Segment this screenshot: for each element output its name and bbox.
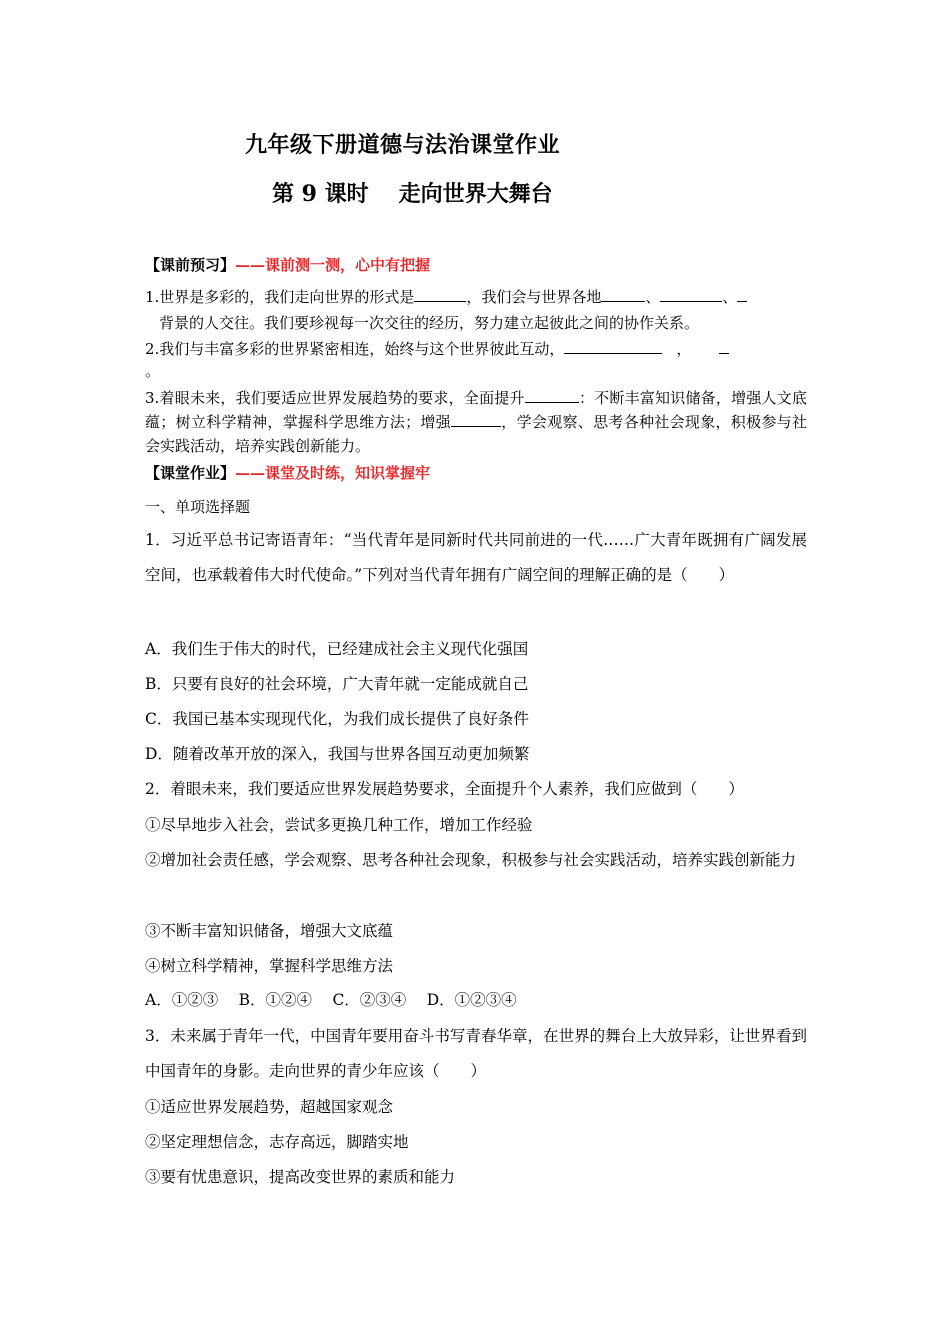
preview-motto: ——课前测一测，心中有把握 — [235, 256, 431, 274]
question-3-item-2: ②坚定理想信念，志存高远，脚踏实地 — [145, 1133, 409, 1151]
question-1-option-d[interactable]: D．随着改革开放的深入，我国与世界各国互动更加频繁 — [145, 745, 530, 763]
preview-question-2-cont: 。 — [145, 362, 161, 380]
question-1-stem: 1．习近平总书记寄语青年：“当代青年是同新时代共同前进的一代……广大青年既拥有广阔发展空间，也承载着伟大时代使命。”下列对当代青年拥有广阔空间的理解正确的是（ ） — [145, 531, 807, 584]
question-1-option-a[interactable]: A．我们生于伟大的时代，已经建成社会主义现代化强国 — [145, 640, 529, 658]
question-3-stem: 3．未来属于青年一代，中国青年要用奋斗书写青春华章，在世界的舞台上大放异彩，让世界看到中国青年的身影。走向世界的青少年应该（ ） — [145, 1027, 807, 1080]
preview-question-1-cont: 背景的人交往。我们要珍视每一次交往的经历，努力建立起彼此之间的协作关系。 — [159, 314, 700, 332]
fill-blank[interactable] — [719, 339, 729, 354]
section-title: 一、单项选择题 — [145, 498, 251, 516]
preview-question-3: 3.着眼未来，我们要适应世界发展趋势的要求，全面提升 ：不断丰富知识储备，增强人文底蕴；树立科学精神，掌握科学思维方法；增强 ，学会观察、思考各种社会现象，积极参与社会实践活动，培养实践创新能力。 — [145, 389, 807, 455]
fill-blank[interactable] — [601, 287, 645, 302]
question-3-item-1: ①适应世界发展趋势，超越国家观念 — [145, 1098, 394, 1116]
fill-blank[interactable] — [414, 287, 466, 302]
fill-blank[interactable] — [660, 287, 722, 302]
fill-blank[interactable] — [525, 388, 579, 403]
document-title: 九年级下册道德与法治课堂作业 — [245, 132, 561, 158]
fill-blank[interactable] — [564, 339, 662, 354]
preview-label: 【课前预习】 — [145, 256, 236, 274]
preview-question-1: 1.世界是多彩的，我们走向世界的形式是 ，我们会与世界各地 、 、 — [145, 285, 807, 309]
fill-blank[interactable] — [451, 412, 501, 427]
preview-heading — [145, 254, 430, 275]
question-2-item-1: ①尽早地步入社会，尝试多更换几种工作，增加工作经验 — [145, 816, 533, 834]
question-2-item-4: ④树立科学精神，掌握科学思维方法 — [145, 957, 394, 975]
question-3-item-3: ③要有忧患意识，提高改变世界的素质和能力 — [145, 1168, 456, 1186]
fill-blank[interactable] — [737, 287, 747, 302]
preview-question-2: 2.我们与丰富多彩的世界紧密相连，始终与这个世界彼此互动， ， — [145, 337, 807, 361]
question-1-option-b[interactable]: B．只要有良好的社会环境，广大青年就一定能成就自己 — [145, 675, 529, 693]
question-1-option-c[interactable]: C．我国已基本实现现代化，为我们成长提供了良好条件 — [145, 710, 529, 728]
classwork-label: 【课堂作业】 — [145, 464, 236, 482]
question-2-stem: 2．着眼未来，我们要适应世界发展趋势要求，全面提升个人素养，我们应做到（ ） — [145, 780, 744, 798]
question-2-item-3: ③不断丰富知识储备，增强大文底蕴 — [145, 922, 394, 940]
question-2-item-2: ②增加社会责任感，学会观察、思考各种社会现象，积极参与社会实践活动，培养实践创新能力 — [145, 851, 797, 869]
question-2-options[interactable]: A．①②③ B．①②④ C．②③④ D．①②③④ — [145, 991, 517, 1009]
lesson-number: 第 9 课时 — [272, 181, 369, 207]
lesson-title: 走向世界大舞台 — [398, 181, 553, 207]
lesson-heading — [272, 177, 553, 208]
classwork-heading — [145, 462, 430, 483]
classwork-motto: ——课堂及时练，知识掌握牢 — [235, 464, 431, 482]
